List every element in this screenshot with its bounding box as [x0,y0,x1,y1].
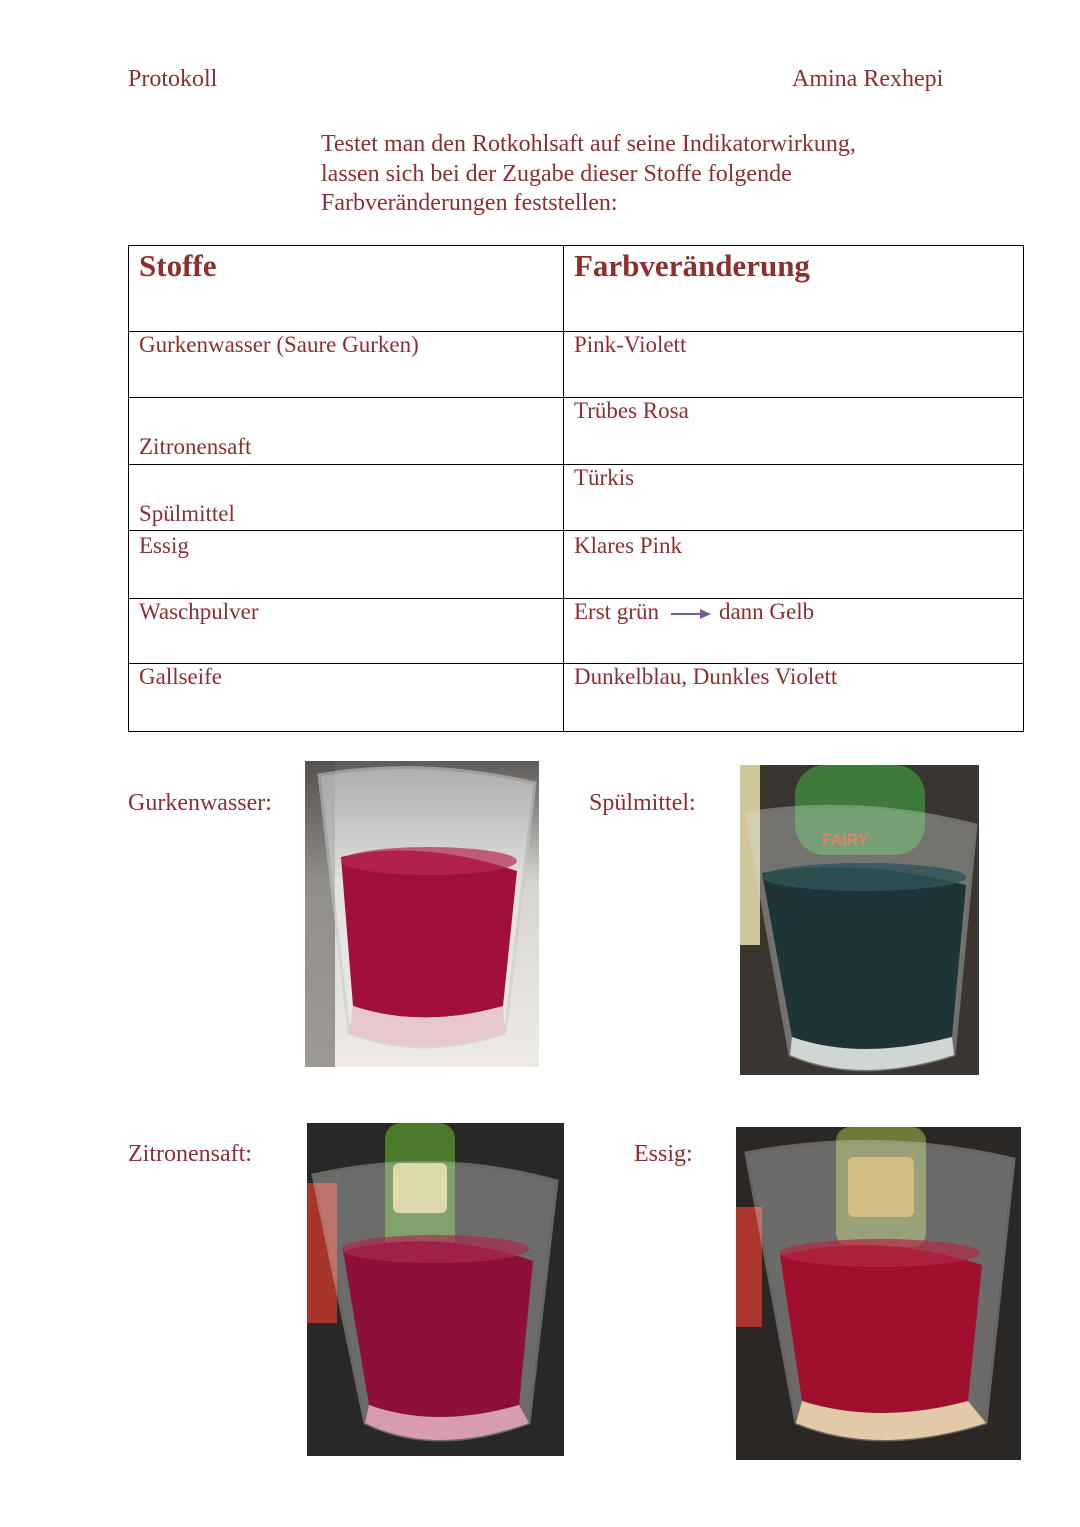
cell-farbe: Dunkelblau, Dunkles Violett [564,664,1024,732]
cell-farbe: Klares Pink [564,531,1024,599]
caption-essig: Essig: [634,1141,693,1167]
caption-zitronensaft: Zitronensaft: [128,1141,252,1167]
intro-line: Farbveränderungen feststellen: [321,190,618,216]
cell-stoff [129,465,564,531]
header-author: Amina Rexhepi [792,66,944,92]
intro-paragraph [321,130,961,219]
glass-illustration [740,765,979,1075]
cell-farbe-first: Erst grün [574,599,659,624]
cell-farbe [564,599,1024,664]
cell-farbe: Türkis [564,465,1024,531]
table-row [129,531,1024,599]
intro-line: Testet man den Rotkohlsaft auf seine Indikatorwirkung, [321,131,856,157]
header-stoffe: Stoffe [129,246,564,332]
cell-stoff-text: Zitronensaft [139,434,252,459]
table-header-row [129,246,1024,332]
caption-gurkenwasser: Gurkenwasser: [128,790,272,816]
table-row [129,599,1024,664]
cell-stoff [129,398,564,465]
header-farbveraenderung: Farbveränderung [564,246,1024,332]
photo-essig [736,1127,1021,1460]
caption-spuelmittel: Spülmittel: [589,790,696,816]
arrow-right-icon [671,607,711,621]
glass-illustration [736,1127,1021,1460]
photo-gurkenwasser [305,761,539,1067]
intro-line: lassen sich bei der Zugabe dieser Stoffe folgende [321,160,792,187]
cell-stoff: Gallseife [129,664,564,732]
glass-illustration [305,761,539,1067]
table-row [129,664,1024,732]
table-row [129,398,1024,465]
table-row [129,465,1024,531]
glass-illustration [307,1123,564,1456]
cell-stoff: Gurkenwasser (Saure Gurken) [129,332,564,398]
cell-farbe: Pink-Violett [564,332,1024,398]
cell-stoff: Essig [129,531,564,599]
header-left-title: Protokoll [128,66,218,92]
cell-farbe-second: dann Gelb [718,599,815,624]
table-row [129,332,1024,398]
photo-zitronensaft [307,1123,564,1456]
photo-spuelmittel [740,765,979,1075]
bottle-label: FAIRY [822,832,869,849]
cell-stoff: Waschpulver [129,599,564,664]
cell-farbe: Trübes Rosa [564,398,1024,465]
indicator-table [128,245,1024,732]
cell-stoff-text: Spülmittel [139,501,235,526]
